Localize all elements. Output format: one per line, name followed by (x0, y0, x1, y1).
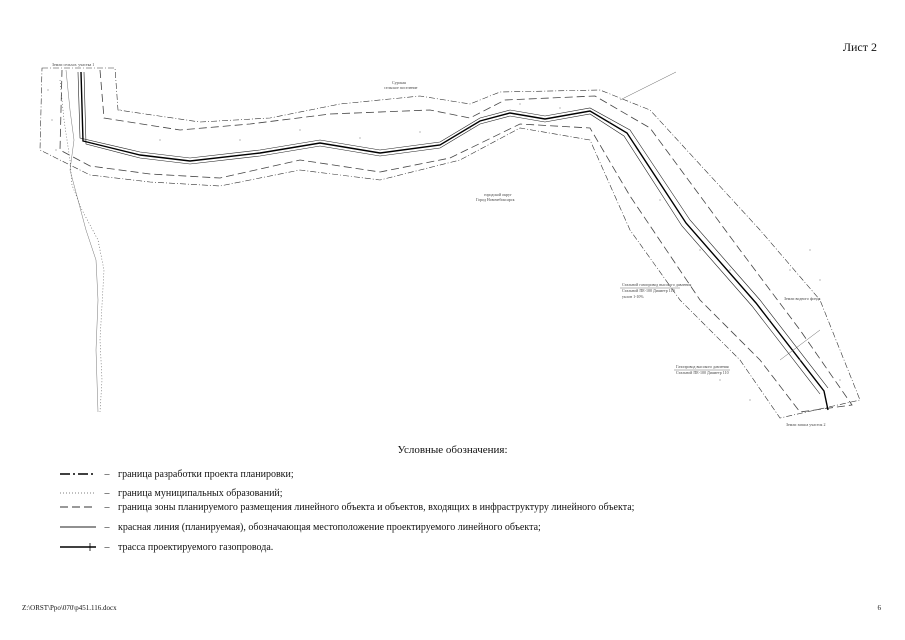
legend-item-gas-pipeline: – трасса проектируемого газопровода. (60, 540, 273, 554)
label-urban-1: городской округ (484, 192, 512, 197)
municipal-boundary-2 (60, 80, 70, 160)
reference-line-2 (780, 330, 820, 360)
red-line-south (84, 72, 820, 394)
legend-symbol-project-boundary (60, 469, 96, 479)
label-urban-2: Город Новочебоксарск (476, 197, 515, 202)
gas-pipeline-route (81, 72, 828, 410)
callout-1-line-2: Стальной ПЕ-100 Диаметр 110 (622, 288, 675, 293)
page-number: 6 (877, 604, 881, 612)
sheet-label: Лист 2 (842, 40, 877, 54)
callout-2-line-1: Газопровод высокого давления (676, 364, 729, 369)
legend-symbol-zone-boundary (60, 502, 96, 512)
label-rural-2: сельское поселение (384, 85, 418, 90)
municipal-boundary (70, 160, 104, 412)
label-bottom-right: Земли водного фонда (784, 296, 821, 301)
label-start-point: Земли сельхоз. участка 1 (52, 62, 95, 67)
legend-item-red-line: – красная линия (планируемая), обозначающая местоположение проектируемого линейного объекта; (60, 520, 541, 534)
legend-item-municipal-boundary: – граница муниципальных образований; (60, 486, 283, 500)
callout-1-line-3: уклон 1-10% (622, 294, 644, 299)
label-end-point: Земли запаса участок 2 (786, 422, 826, 427)
legend-item-project-boundary: – граница разработки проекта планировки; (60, 467, 294, 481)
red-line-north (78, 72, 828, 388)
legend-symbol-gas-pipeline (60, 542, 96, 552)
reference-line (620, 72, 676, 100)
legend-symbol-red-line (60, 522, 96, 532)
zone-boundary (60, 70, 852, 412)
survey-points (47, 89, 840, 400)
legend-title: Условные обозначения: (397, 444, 508, 456)
callout-2-line-2: Стальной ПЕ-100 Диаметр 110 (676, 370, 729, 375)
project-boundary (40, 68, 860, 418)
label-rural-1: Сурская (392, 80, 406, 85)
legend-item-zone-boundary: – граница зоны планируемого размещения линейного объекта и объектов, входящих в инфраструктуру линейного объекта; (60, 500, 634, 514)
legend-symbol-municipal-boundary (60, 488, 96, 498)
callout-1-line-1: Стальной газопровод высокого давления (622, 282, 692, 287)
footer-file-path: Z:\ORST\Ppo\070\p451.116.docx (22, 604, 117, 612)
